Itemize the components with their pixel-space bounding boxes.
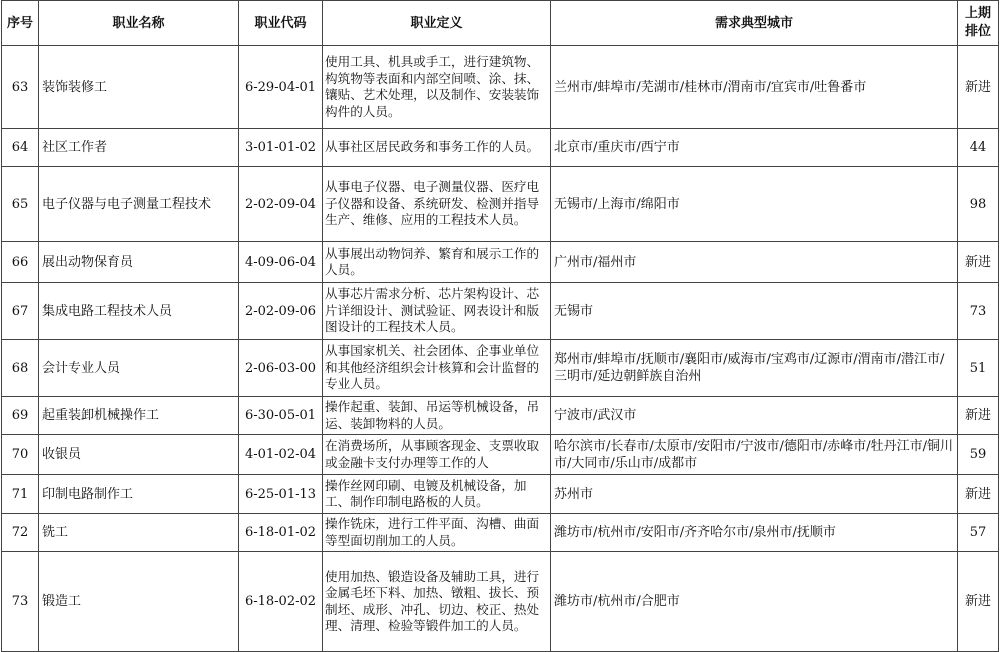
row-definition: 使用工具、机具或手工，进行建筑物、构筑物等表面和内部空间喷、涂、抹、镶贴、艺术处理，以及制作、安装装饰构件的人员。 [323,46,551,129]
row-name: 收银员 [39,435,239,475]
row-cities: 郑州市/蚌埠市/抚顺市/襄阳市/威海市/宝鸡市/辽源市/渭南市/潜江市/三明市/延边朝鲜族自治州 [551,340,958,397]
row-cities: 无锡市 [551,283,958,340]
table-row [2,397,999,435]
row-code: 4-01-02-04 [239,435,323,475]
row-code: 4-09-06-04 [239,242,323,283]
row-cities: 苏州市 [551,475,958,514]
row-definition: 从事电子仪器、电子测量仪器、医疗电子仪器和设备、系统研发、检测并指导生产、维修、应用的工程技术人员。 [323,167,551,242]
row-name: 起重装卸机械操作工 [39,397,239,435]
row-definition: 从事国家机关、社会团体、企事业单位和其他经济组织会计核算和会计监督的专业人员。 [323,340,551,397]
header-code: 职业代码 [239,1,323,46]
row-prev-rank: 73 [958,283,999,340]
table-row [2,283,999,340]
table-row [2,552,999,652]
row-name: 会计专业人员 [39,340,239,397]
row-name: 社区工作者 [39,129,239,167]
row-index: 73 [2,552,39,652]
row-definition: 从事社区居民政务和事务工作的人员。 [323,129,551,167]
row-name: 装饰装修工 [39,46,239,129]
row-code: 6-30-05-01 [239,397,323,435]
row-cities: 无锡市/上海市/绵阳市 [551,167,958,242]
row-prev-rank: 新进 [958,552,999,652]
row-code: 6-18-01-02 [239,514,323,552]
row-index: 69 [2,397,39,435]
header-prev-rank-line2: 排位 [964,24,991,39]
row-index: 63 [2,46,39,129]
row-name: 铣工 [39,514,239,552]
row-code: 6-18-02-02 [239,552,323,652]
table-row [2,340,999,397]
row-prev-rank: 44 [958,129,999,167]
row-name: 电子仪器与电子测量工程技术 [39,167,239,242]
row-prev-rank: 59 [958,435,999,475]
table-row [2,435,999,475]
row-code: 2-02-09-06 [239,283,323,340]
row-cities: 宁波市/武汉市 [551,397,958,435]
row-code: 2-02-09-04 [239,167,323,242]
row-prev-rank: 新进 [958,397,999,435]
row-prev-rank: 新进 [958,46,999,129]
header-definition: 职业定义 [323,1,551,46]
header-prev-rank-line1: 上期 [964,6,991,21]
row-cities: 潍坊市/杭州市/合肥市 [551,552,958,652]
row-definition: 操作丝网印刷、电镀及机械设备，加工、制作印制电路板的人员。 [323,475,551,514]
row-index: 67 [2,283,39,340]
header-row [2,1,999,46]
row-index: 65 [2,167,39,242]
row-index: 64 [2,129,39,167]
row-name: 集成电路工程技术人员 [39,283,239,340]
row-definition: 操作起重、装卸、吊运等机械设备，吊运、装卸物料的人员。 [323,397,551,435]
row-cities: 兰州市/蚌埠市/芜湖市/桂林市/渭南市/宜宾市/吐鲁番市 [551,46,958,129]
row-code: 6-29-04-01 [239,46,323,129]
row-prev-rank: 98 [958,167,999,242]
occupation-table [1,0,999,652]
table-row [2,475,999,514]
header-cities: 需求典型城市 [551,1,958,46]
row-index: 66 [2,242,39,283]
row-definition: 使用加热、锻造设备及辅助工具，进行金属毛坯下料、加热、镦粗、拔长、预制坯、成形、冲孔、切边、校正、热处理、清理、检验等锻件加工的人员。 [323,552,551,652]
row-definition: 从事芯片需求分析、芯片架构设计、芯片详细设计、测试验证、网表设计和版图设计的工程技术人员。 [323,283,551,340]
header-index: 序号 [2,1,39,46]
row-prev-rank: 51 [958,340,999,397]
row-prev-rank: 57 [958,514,999,552]
row-prev-rank: 新进 [958,242,999,283]
row-cities: 广州市/福州市 [551,242,958,283]
row-name: 印制电路制作工 [39,475,239,514]
row-cities: 北京市/重庆市/西宁市 [551,129,958,167]
row-code: 3-01-01-02 [239,129,323,167]
table-row [2,129,999,167]
row-prev-rank: 新进 [958,475,999,514]
row-index: 68 [2,340,39,397]
row-definition: 在消费场所，从事顾客现金、支票收取或金融卡支付办理等工作的人 [323,435,551,475]
row-index: 71 [2,475,39,514]
row-definition: 从事展出动物饲养、繁育和展示工作的人员。 [323,242,551,283]
table-row [2,167,999,242]
table-row [2,242,999,283]
row-cities: 潍坊市/杭州市/安阳市/齐齐哈尔市/泉州市/抚顺市 [551,514,958,552]
row-index: 72 [2,514,39,552]
header-name: 职业名称 [39,1,239,46]
row-definition: 操作铣床，进行工件平面、沟槽、曲面等型面切削加工的人员。 [323,514,551,552]
row-name: 展出动物保育员 [39,242,239,283]
row-code: 6-25-01-13 [239,475,323,514]
header-prev-rank [958,1,999,46]
table-row [2,46,999,129]
table-row [2,514,999,552]
row-code: 2-06-03-00 [239,340,323,397]
row-name: 锻造工 [39,552,239,652]
row-cities: 哈尔滨市/长春市/太原市/安阳市/宁波市/德阳市/赤峰市/牡丹江市/铜川市/大同市/乐山市/成都市 [551,435,958,475]
row-index: 70 [2,435,39,475]
